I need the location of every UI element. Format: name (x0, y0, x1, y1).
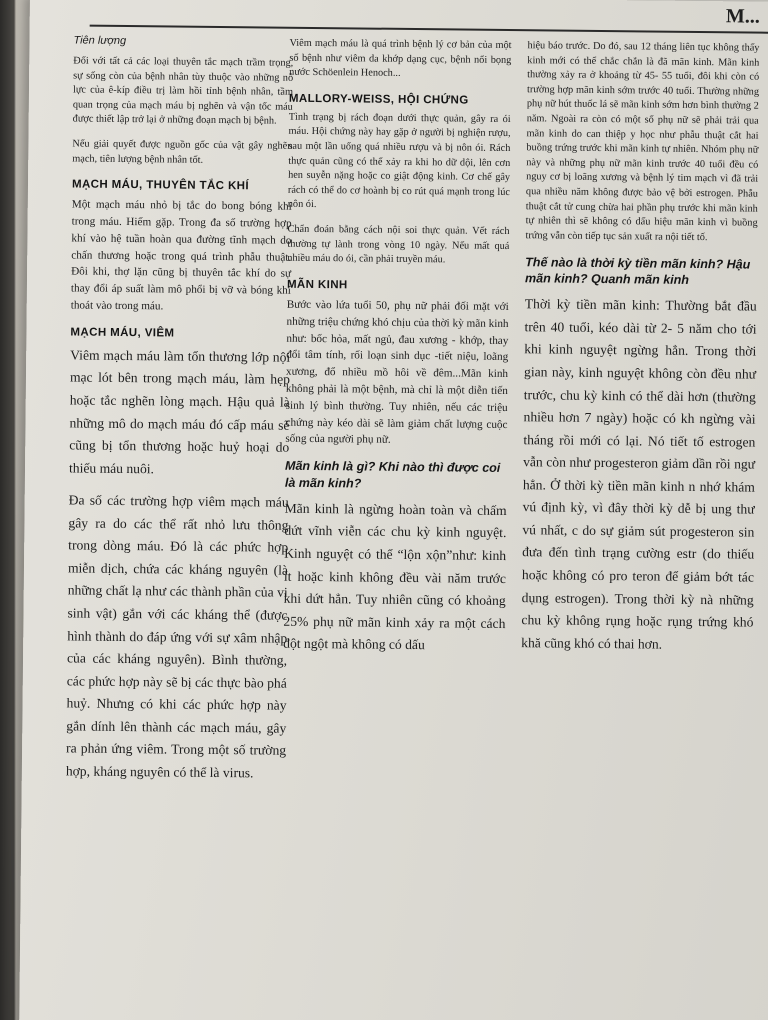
paragraph-tien-luong-1: Đối với tất cả các loại thuyên tắc mạch trầm trọng, sự sống còn của bệnh nhân tùy thuộc vào những nỗ lực của ê-kíp điều trị làm hồi tỉnh bệnh nhân, tầm quan trọng của mạch máu bị nghẽn và vận tốc máu được thiết lập trở lại ở những đoạn mạch bị bệnh. (72, 55, 294, 128)
paragraph-tien-luong-2: Nếu giải quyết được nguồn gốc của vật gây nghẽn mạch, tiên lượng bệnh nhân tốt. (72, 138, 293, 166)
book-page (19, 0, 768, 1020)
column-left (66, 34, 294, 795)
column-middle (283, 37, 512, 668)
header-rule (90, 25, 768, 34)
paragraph-man-kinh-cont: hiệu báo trước. Do đó, sau 12 tháng liên tục không thấy kinh mới có thể chắc chắn là đã mãn kinh. Mãn kinh thường xảy ra ở khoảng từ 45- 55 tuổi, đôi khi còn có trường hợp mãn kinh sớm trước 40 tuổi. Thường những phụ nữ hút thuốc lá sẽ mãn kinh sớm hơn bình thường 2 năm. Ngoài ra còn có một số phụ nữ sẽ phải trải qua mãn kinh do can thiệp y học như phẫu thuật cắt hai buồng trứng trước khi mãn kinh tự nhiên. Nhóm phụ nữ này và những phụ nữ mãn kinh trước 40 tuổi đều có nguy cơ bị loãng xương và bệnh lý tim mạch vì đã trải qua nhiều năm không được bảo vệ bởi estrogen. Phẫu thuật cắt tử cung chừa hai phần phụ trước khi mãn kinh tự nhiên thì sẽ không có dấu hiệu mãn kinh vì buồng trứng vẫn còn tiếp tục sản xuất ra nội tiết tố. (525, 40, 760, 244)
paragraph-man-kinh-la-gi: Mãn kinh là ngừng hoàn toàn và chấm dứt vĩnh viễn các chu kỳ kinh nguyệt. Kinh nguyệt có thể “lộn xộn”như: kinh ít hoặc kinh không đều vài năm trước khi dứt hẳn. Tuy nhiên cũng có khoảng 25% phụ nữ mãn kinh xảy ra một cách đột ngột mà không có dấu (283, 500, 507, 653)
paragraph-viem-2: Đa số các trường hợp viêm mạch máu gây ra do các thể rất nhỏ lưu thông trong dòng máu. Đó là các phức hợp miễn dịch, chứa các kháng nguyên (là những chất lạ như các thành phần của vi sinh vật) gắn với các kháng thể (được hình thành do đáp ứng với sự xâm nhập của các kháng nguyên). Bình thường, các phức hợp này sẽ bị các thực bào phá huỷ. Nhưng có khi các phức hợp này gắn dính lên thành các mạch máu, gây ra phản ứng viêm. Trong một số trường hợp, kháng nguyên có thể là virus. (65, 492, 289, 781)
paragraph-mallory-1: Tình trạng bị rách đoạn dưới thực quản, gây ra ói máu. Hội chứng này hay gặp ở người bị nghiện rượu, sau một lần uống quá nhiều rượu và bị nôn ói. Rách thực quản cũng có thể xảy ra khi ho dữ dội, lên cơn hen suyễn nặng hoặc co giật động kinh. Cơ chế gây rách có thể do cơ hoành bị co rút quá mạnh trong lúc nôn ói. (287, 111, 511, 211)
heading-mach-mau-viem: MẠCH MÁU, VIÊM (70, 326, 175, 340)
paragraph-tien-man-kinh: Thời kỳ tiền mãn kinh: Thường bắt đầu trên 40 tuổi, kéo dài từ 2- 5 năm cho tới khi kinh nguyệt ngừng hẳn. Trong thời gian này, kinh nguyệt không còn đều như trước, chu kỳ kinh có thể dài hơn (thường nhiều hơn 7 ngày) hoặc có kh ngừng vài tháng rồi mới có lại. Nó tiết tố estrogen vẫn còn như progesteron giảm dần rồi ngư hẳn. Ở thời kỳ tiền mãn kinh n nhớ khám vú định kỳ, vì đây thời kỳ dễ bị ung thư vú nhất, c do sự giảm sút progesteron sin đưa đến tình trạng cường estr (do thiếu hoặc không có pro teron để giảm bớt tác dụng estrogen). Trong thời kỳ nà những chu kỳ không rụng hoặc rụng trứng khó khă cũng khó có thai hơn. (521, 296, 757, 652)
heading-man-kinh: MÃN KINH (286, 278, 348, 292)
page-marker: M... (725, 5, 760, 28)
paragraph-viem-1: Viêm mạch máu làm tổn thương lớp nội mạc lót bên trong mạch máu, làm hẹp hoặc tắc nghẽn lòng mạch. Hậu quả là những mô do mạch máu đó cấp máu sẽ cũng bị tổn thương hoặc huỷ hoại do thiếu máu nuôi. (68, 347, 291, 476)
paragraph-viem-intro: Viêm mạch máu là quá trình bệnh lý cơ bản của một số bệnh như viêm da khớp dạng cục, bệnh nổi bọng nước Schöenlein Henoch... (289, 37, 512, 80)
heading-thuyen-tac-khi: MẠCH MÁU, THUYÊN TẮC KHÍ (71, 178, 250, 193)
subheading-tien-man-kinh: Thế nào là thời kỳ tiền mãn kinh? Hậu mãn kinh? Quanh mãn kinh (524, 254, 751, 288)
paragraph-mallory-2: Chẩn đoán bằng cách nội soi thực quản. Vết rách thường tự lành trong vòng 10 ngày. Nếu mất quá nhiều máu do ói, cần phải truyền máu. (287, 223, 510, 266)
subheading-man-kinh-la-gi: Mãn kinh là gì? Khi nào thì được coi là mãn kinh? (284, 458, 501, 491)
paragraph-thuyen-tac-khi: Một mạch máu nhỏ bị tắc do bong bóng khí trong máu. Hiếm gặp. Trong đa số trường hợp khí vào hệ tuần hoàn qua đường tĩnh mạch do chấn thương hoặc trong quá trình phẫu thuật. Đôi khi, thợ lặn cũng bị thuyên tắc khí do sự thay đổi áp suất làm mô phổi bị vỡ và bóng khí thoát vào trong máu. (70, 198, 292, 313)
column-right (521, 39, 760, 667)
paragraph-man-kinh: Bước vào lứa tuổi 50, phụ nữ phải đối mặt với những triệu chứng khó chịu của thời kỳ mãn kinh như: bốc hỏa, mất ngủ, đau xương - khớp, thay đổi tâm tính, rối loạn sinh dục -tiết niệu, loãng xương, đổ nhiều mồ hôi về đêm...Mãn kinh không phải là một bệnh, mà chỉ là một diễn tiến sinh lý bình thường. Tuy nhiên, nếu các triệu chứng này kéo dài sẽ làm giảm chất lượng cuộc sống của người phụ nữ. (285, 298, 509, 447)
label-tien-luong: Tiên lượng (73, 34, 127, 48)
heading-mallory-weiss: MALLORY-WEISS, HỘI CHỨNG (288, 92, 469, 107)
